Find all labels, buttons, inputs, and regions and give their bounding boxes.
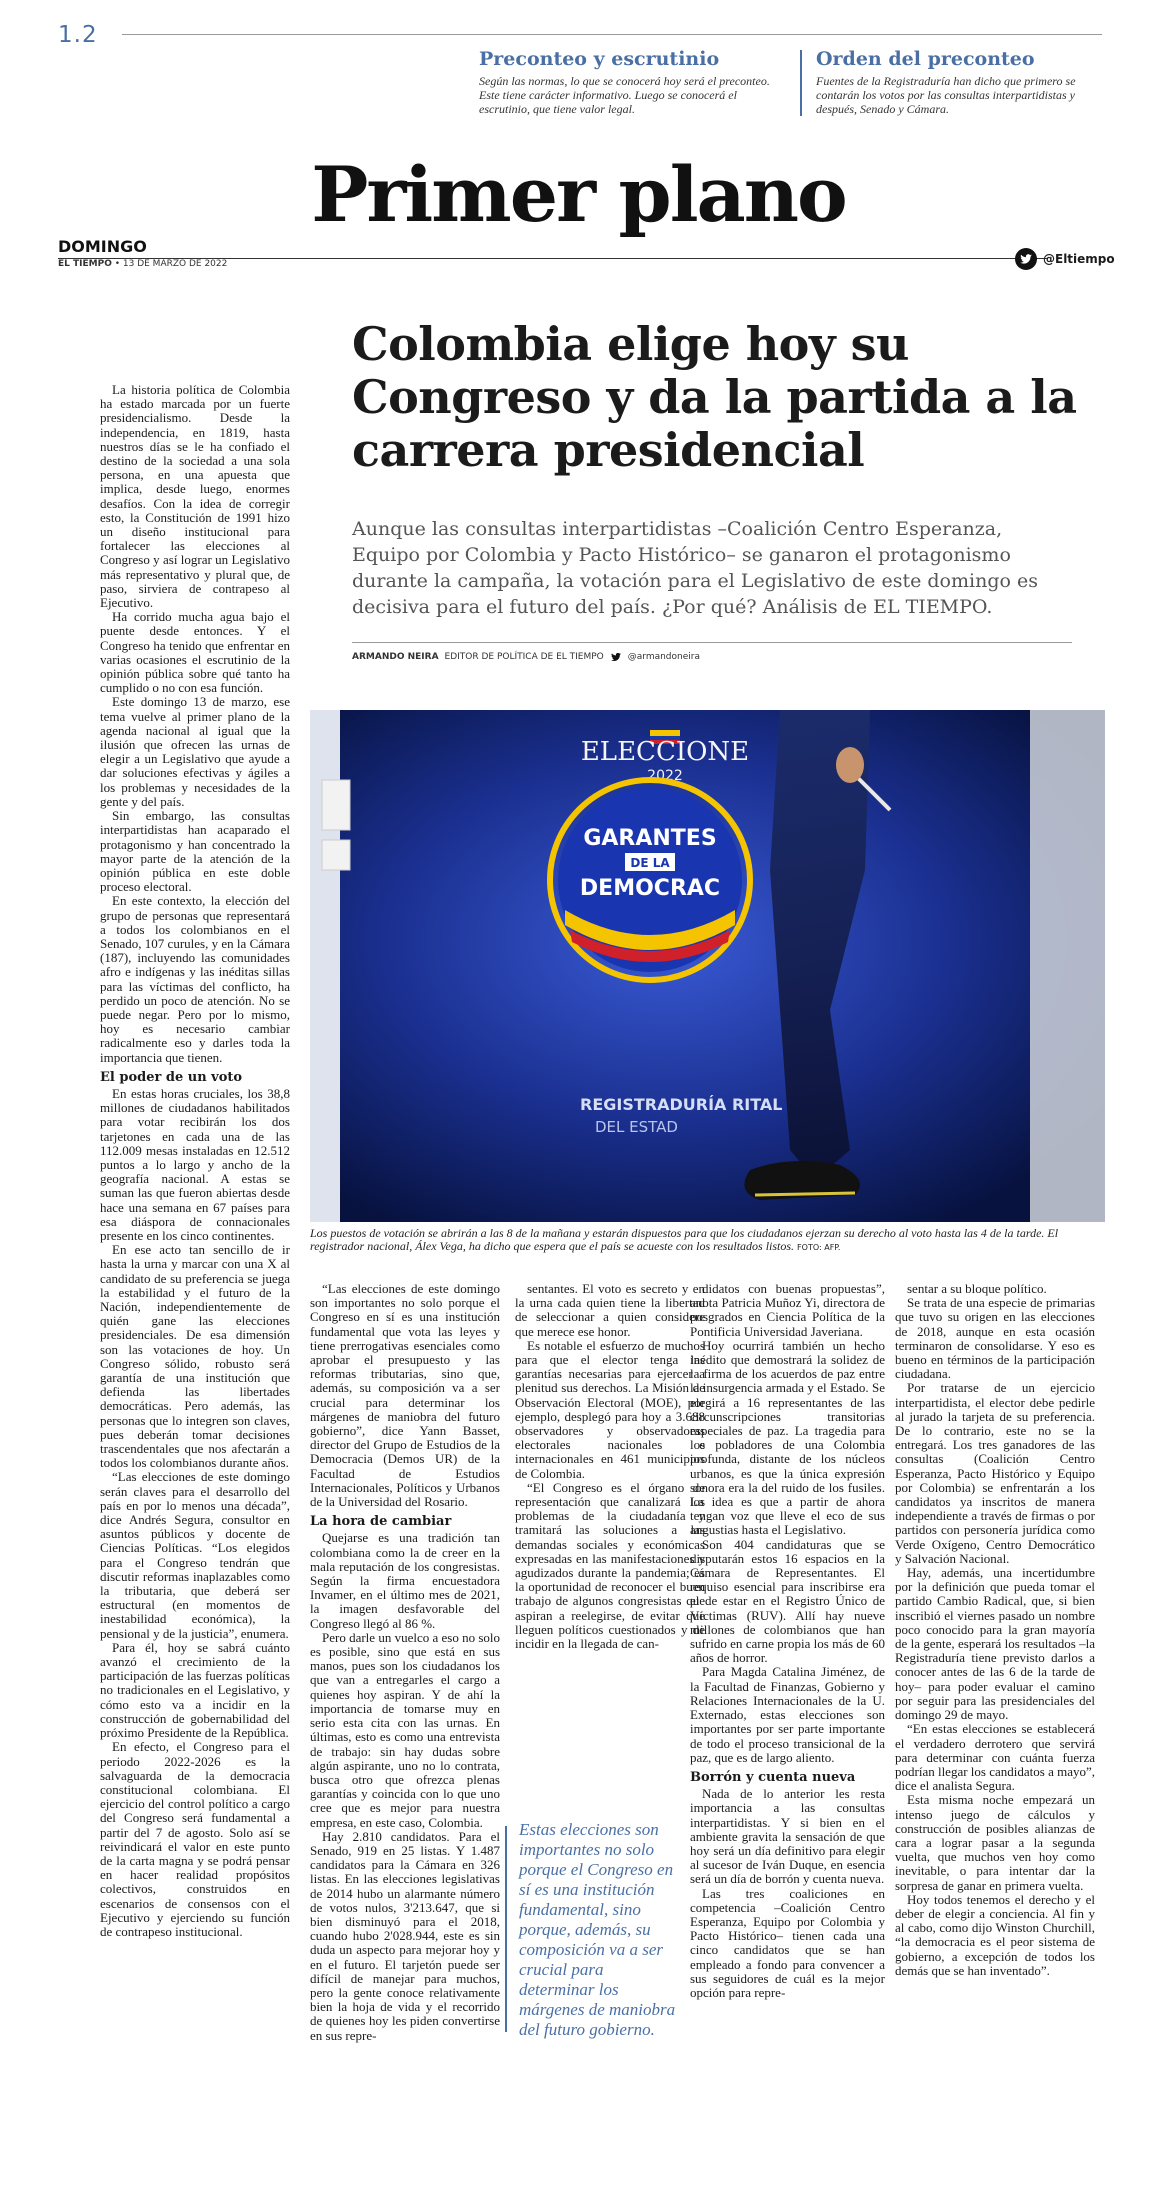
- subheading: El poder de un voto: [100, 1069, 243, 1085]
- teaser-preconteo[interactable]: [479, 48, 789, 116]
- paper-name: EL TIEMPO: [58, 259, 112, 269]
- teaser-separator: [800, 50, 802, 116]
- column-4: [690, 1282, 885, 2000]
- author-name: ARMANDO NEIRA: [352, 652, 439, 662]
- photo-caption: [310, 1227, 1105, 1254]
- paragraph: sentantes. El voto es secreto y en la urna cada quien tiene la libertad de seleccionar a quien considere que merece ese honor.: [515, 1281, 705, 1339]
- paragraph: Quejarse es una tradición tan colombiana como la de creer en la mala reputación de los congresistas. Según la firma encuestadora Invamer, en el último mes de 2021, la imagen desfavorable del Congreso llegó al 86 %.: [310, 1530, 500, 1631]
- paragraph: La historia política de Colombia ha estado marcada por un fuerte presidencialismo. Desde la independencia, en 1819, hasta nuestros días se le ha confiado el destino de la sociedad a una sola persona, en una apuesta que implica, desde luego, enormes desafíos. Con la idea de corregir esto, la Constitución de 1991 hizo un diseño institucional para fortalecer las elecciones al Congreso y así lograr un Legislativo más representativo y plural que, de paso, sirviera de contrapeso al Ejecutivo.: [100, 382, 290, 611]
- sign-mid1-text: GARANTES: [583, 826, 717, 851]
- teaser-text: Fuentes de la Registraduría han dicho que primero se contarán los votos por las consultas interpartidistas y después, Senado y Cámara.: [816, 74, 1076, 116]
- paragraph: Para Magda Catalina Jiménez, de la Facultad de Finanzas, Gobierno y Relaciones Internacionales de la U. Externado, estas elecciones son importantes por ser parte importante de todo el proceso transicional de la paz, que es de largo aliento.: [690, 1664, 885, 1765]
- paragraph: “Las elecciones de este domingo son importantes no solo porque el Congreso en sí es una institución fundamental que vota las leyes y tiene prerrogativas esenciales como aprobar el presupuesto y las reformas tributarias, sino que, además, su composición va a ser crucial para determinar los márgenes de maniobra del futuro gobierno”, dice Yann Basset, director del Grupo de Estudios de la Democracia (Demos UR) de la Facultad de Estudios Internacionales, Políticos y Urbanos de la Universidad del Rosario.: [310, 1281, 500, 1510]
- subheading: Borrón y cuenta nueva: [690, 1769, 856, 1785]
- paragraph: Hoy ocurrirá también un hecho inédito que demostrará la solidez de la firma de los acuerdos de paz entre la insurgencia armada y el Estado. Se elegirá a 16 representantes de las circunscripciones transitorias especiales de paz. La tragedia para los pobladores de una Colombia profunda, distante de los núcleos urbanos, es que la única expresión sonora era la del ruido de los fusiles. La idea es que a partir de ahora tengan voz que lleve el eco de sus angustias hasta el Legislativo.: [690, 1337, 885, 1538]
- day-label: DOMINGO: [58, 237, 147, 256]
- sign-bottom2-text: DEL ESTAD: [595, 1118, 678, 1136]
- paragraph: Son 404 candidaturas que se disputarán estos 16 espacios en la Cámara de Representantes. El requiso esencial para inscribirse era el de estar en el Registro Único de Víctimas (RUV). Allí hay nueve millones de colombianos que han sufrido en carne propia los más de 60 años de horror.: [690, 1536, 885, 1666]
- election-photo-illustration: [310, 710, 1105, 1222]
- paragraph: “En estas elecciones se establecerá el verdadero derrotero que servirá para determinar con cuánta fuerza podrían llegar los candidatos a mayo”, dice el analista Segura.: [895, 1721, 1095, 1794]
- teaser-orden[interactable]: [816, 48, 1106, 116]
- paragraph: En este contexto, la elección del grupo de personas que representará a todos los colombianos en el Senado, 107 curules, y en la Cámara (187), incluyendo las comunidades afro e indígenas y las inéditas sillas para las víctimas del conflicto, ha perdido un poco de atención. No se puede negar. Pero por lo mismo, hoy es necesario cambiar radicalmente eso y darles toda la importancia que tienen.: [100, 893, 290, 1065]
- top-rule: [122, 34, 1102, 35]
- author-role: EDITOR DE POLÍTICA DE EL TIEMPO: [444, 652, 604, 662]
- twitter-handle-text: @Eltiempo: [1043, 252, 1115, 266]
- teaser-text: Según las normas, lo que se conocerá hoy será el preconteo. Este tiene carácter informativo. Luego se conocerá el escrutinio, que tiene valor legal.: [479, 74, 770, 116]
- paragraph: Este domingo 13 de marzo, ese tema vuelve al primer plano de la agenda nacional al igual que la ilusión que ofrecen las urnas de elegir a un Legislativo que ayude a dar soluciones efectivas y ágiles a los problemas y necesidades de la gente y del país.: [100, 694, 290, 809]
- paragraph: “El Congreso es el órgano de representación que canalizará los problemas de la ciudadanía y tramitará las soluciones a las demandas sociales y económicas expresadas en las manifestaciones y agudizados durante la pandemia; es la oportunidad de reconocer el buen trabajo de algunos congresistas que aspiran a reelegirse, de evitar que lleguen políticos cuestionados y de incidir en la llegada de can-: [515, 1479, 705, 1652]
- paragraph: Las tres coaliciones en competencia –Coalición Centro Esperanza, Equipo por Colombia y Pacto Histórico– tienen cada una cinco candidatos que se han empleado a fondo para convencer a sus seguidores de cuál es la mejor opción para repre-: [690, 1885, 885, 2000]
- author-twitter[interactable]: @armandoneira: [627, 652, 700, 662]
- paragraph: Sin embargo, las consultas interpartidistas han acaparado el protagonismo y han concentrado la mayor parte de la atención de la opinión pública en este doble proceso electoral.: [100, 808, 290, 895]
- date-rule: [58, 258, 1048, 259]
- date-meta: EL TIEMPO • 13 DE MARZO DE 2022: [58, 259, 228, 269]
- headline: Colombia elige hoy su Congreso y da la partida a la carrera presidencial: [352, 317, 1077, 477]
- sign-mid3-text: DEMOCRAC: [579, 876, 721, 901]
- paragraph: En estas horas cruciales, los 38,8 millones de ciudadanos habilitados para votar recibirán los dos tarjetones en cada una de las 112.009 mesas instaladas en 12.512 puntos a lo largo y ancho de la geografía nacional. A estas se suman las que fueron abiertas desde hace una semana en 67 países para esa diáspora de connacionales presente en los cinco continentes.: [100, 1085, 290, 1243]
- paragraph: En ese acto tan sencillo de ir hasta la urna y marcar con una X al candidato de su preferencia se juega la estabilidad y el futuro de la Nación, independientemente de quién gane las elecciones presidenciales. De esa dimensión son las votaciones de hoy. Un Congreso sólido, robusto será garantía de una institución que defienda las libertades democráticas. Pero además, las personas que lo integren son claves, pues deberán tomar decisiones trascendentales que nos afectarán a todos los colombianos durante años.: [100, 1242, 290, 1471]
- paragraph: Esta misma noche empezará un intenso juego de cálculos y construcción de posibles alianzas de cara a lograr pasar a la segunda vuelta, que muchos ven hoy como inevitable, o para intentar dar la sorpresa de ganar en primera vuelta.: [895, 1792, 1095, 1893]
- photo-credit: FOTO: AFP.: [797, 1243, 841, 1252]
- byline-rule: [352, 642, 1072, 643]
- date-text: 13 DE MARZO DE 2022: [122, 259, 228, 269]
- paragraph: Se trata de una especie de primarias que tuvo su origen en las elecciones de 2018, aunque en esta ocasión terminaron de consolidarse. Y eso es bueno en términos de la participación ciudadana.: [895, 1295, 1095, 1382]
- twitter-icon: [1015, 248, 1037, 270]
- twitter-handle[interactable]: [1015, 248, 1115, 270]
- paragraph: Para él, hoy se sabrá cuánto avanzó el crecimiento de la participación de las fuerzas políticas no tradicionales en el Legislativo, y cómo esto va a incidir en la construcción de gobernabilidad del próximo Presidente de la República.: [100, 1639, 290, 1741]
- column-2: [310, 1282, 500, 2043]
- paragraph: Por tratarse de un ejercicio interpartidista, el elector debe pedirle al jurado la tarjeta de su preferencia. De lo contrario, este no se la entregará. Los tres ganadores de las consultas (Coalición Centro Esperanza, Pacto Histórico y Equipo por Colombia) se enfrentarán a los candidatos ya inscritos de manera independiente a través de firmas o por partidos con personería jurídica como Verde Oxígeno, Centro Democrático y Salvación Nacional.: [895, 1380, 1095, 1566]
- paragraph: Pero darle un vuelco a eso no solo es posible, sino que está en sus manos, pues son los ciudadanos los que van a entregarles el cargo a quienes hoy aspiran. Y de ahí la importancia de tomarse muy en serio esta cita con las urnas. En últimas, esto es como una entrevista de trabajo: sin hay dudas sobre algún aspirante, uno no lo contrata, busca otro que ofrezca plenas garantías y coincida con lo que uno cree que es mejor para nuestra empresa, en este caso, Colombia.: [310, 1629, 500, 1830]
- lead-photo: [310, 710, 1105, 1222]
- pullquote: Estas elecciones son importantes no solo porque el Congreso en sí es una institución fundamental, sino porque, además, su composición va a ser crucial para determinar los márgenes de maniobra del futuro gobierno.: [519, 1820, 676, 2039]
- caption-text: Los puestos de votación se abrirán a las 8 de la mañana y estarán dispuestos para que los ciudadanos ejerzan su derecho al voto hasta las 4 de la tarde. El registrador nacional, Álex Vega, ha dicho que espera que el país se acueste con los resultados listos.: [310, 1226, 1059, 1253]
- paragraph: Nada de lo anterior les resta importancia a las consultas interpartidistas. Y si bien en el ambiente gravita la sensación de que hoy será un día definitivo para elegir al sucesor de Iván Duque, en esencia será un día de borrón y cuenta nueva.: [690, 1786, 885, 1887]
- paragraph: Es notable el esfuerzo de muchos para que el elector tenga las garantías necesarias para ejercer a plenitud sus derechos. La Misión de Observación Electoral (MOE), por ejemplo, desplegó para hoy a 3.688 observadores y observadoras electorales nacionales e internacionales en 461 municipios de Colombia.: [515, 1337, 705, 1481]
- paragraph: En efecto, el Congreso para el periodo 2022-2026 es la salvaguarda de la democracia constitucional colombiana. El ejercicio del control político a cargo del Congreso será fundamental a partir del 7 de agosto. Solo así se reivindicará el valor en este punto de la carta magna y se podrá pensar en hacer realidad propósitos colectivos, construidos en escenarios de consensos con el Ejecutivo y ejerciendo su función de contrapeso institucional.: [100, 1739, 290, 1939]
- paragraph: sentar a su bloque político.: [907, 1281, 1047, 1296]
- column-1: [100, 383, 290, 1939]
- sign-bottom1-text: REGISTRADURÍA RITAL: [580, 1095, 783, 1114]
- twitter-icon: [610, 651, 622, 663]
- paragraph: “Las elecciones de este domingo serán claves para el desarrollo del país en por lo menos una década”, dice Andrés Segura, consultor en asuntos públicos y docente de Ciencias Políticas. “Los elegidos para el Congreso tendrán que discutir reformas inaplazables como la tributaria, que deberá ser estructural (en momentos de inestabilidad económica), la pensional y de la justicia”, enumera.: [100, 1469, 290, 1641]
- paragraph: Hoy todos tenemos el derecho y el deber de elegir a conciencia. Al fin y al cabo, como dijo Winston Churchill, “la democracia es el peor sistema de gobierno, a excepción de todos los demás que se han inventado”.: [895, 1891, 1095, 1978]
- dateline: [58, 237, 227, 269]
- column-3: [515, 1282, 705, 1651]
- subhead: Aunque las consultas interpartidistas –Coalición Centro Esperanza, Equipo por Colombia y Pacto Histórico– se ganaron el protagonismo durante la campaña, la votación para el Legislativo de este domingo es decisiva para el futuro del país. ¿Por qué? Análisis de EL TIEMPO.: [352, 518, 1038, 618]
- sign-top-text: ELECCIONE: [580, 737, 750, 767]
- page-number: 1.2: [58, 22, 98, 48]
- teaser-title: Orden del preconteo: [816, 48, 1035, 70]
- paragraph: Ha corrido mucha agua bajo el puente desde entonces. Y el Congreso ha tenido que enfrentar en varias ocasiones el escrutinio de la opinión pública sobre qué tanto ha cumplido o no con esa función.: [100, 609, 290, 696]
- paragraph: Hay 2.810 candidatos. Para el Senado, 919 en 25 listas. Y 1.487 candidatos para la Cámara en 326 listas. En las elecciones legislativas de 2014 hubo un alarmante número de votos nulos, 3'213.647, que si bien disminuyó para el 2018, cuando hubo 2'028.944, este es sin duda un aspecto para mejorar hoy y en el futuro. El tarjetón puede ser difícil de manejar para muchos, pero la gente conoce relativamente bien la hoja de vida y el recorrido de quienes hoy les piden convertirse en sus repre-: [310, 1828, 500, 2043]
- paragraph: Hay, además, una incertidumbre por la definición que pueda tomar el partido Cambio Radical, que, si bien inscribió el viernes pasado un nombre poco conocido para la gran mayoría de la gente, esperará los resultados –la Registraduría tiene previsto darlos a conocer antes de las 6 de la tarde de hoy– para poder evaluar el camino por seguir para las presidenciales del domingo 29 de mayo.: [895, 1565, 1095, 1723]
- sign-mid2-text: DE LA: [630, 856, 670, 870]
- sign-year-text: 2022: [647, 768, 683, 784]
- teaser-title: Preconteo y escrutinio: [479, 48, 720, 70]
- subheading: La hora de cambiar: [310, 1514, 452, 1530]
- paragraph: didatos con buenas propuestas”, anota Patricia Muñoz Yi, directora de posgrados en Ciencia Política de la Pontificia Universidad Javeriana.: [690, 1281, 885, 1339]
- byline: [352, 651, 700, 663]
- section-title: Primer plano: [311, 150, 846, 239]
- column-5: [895, 1282, 1095, 1978]
